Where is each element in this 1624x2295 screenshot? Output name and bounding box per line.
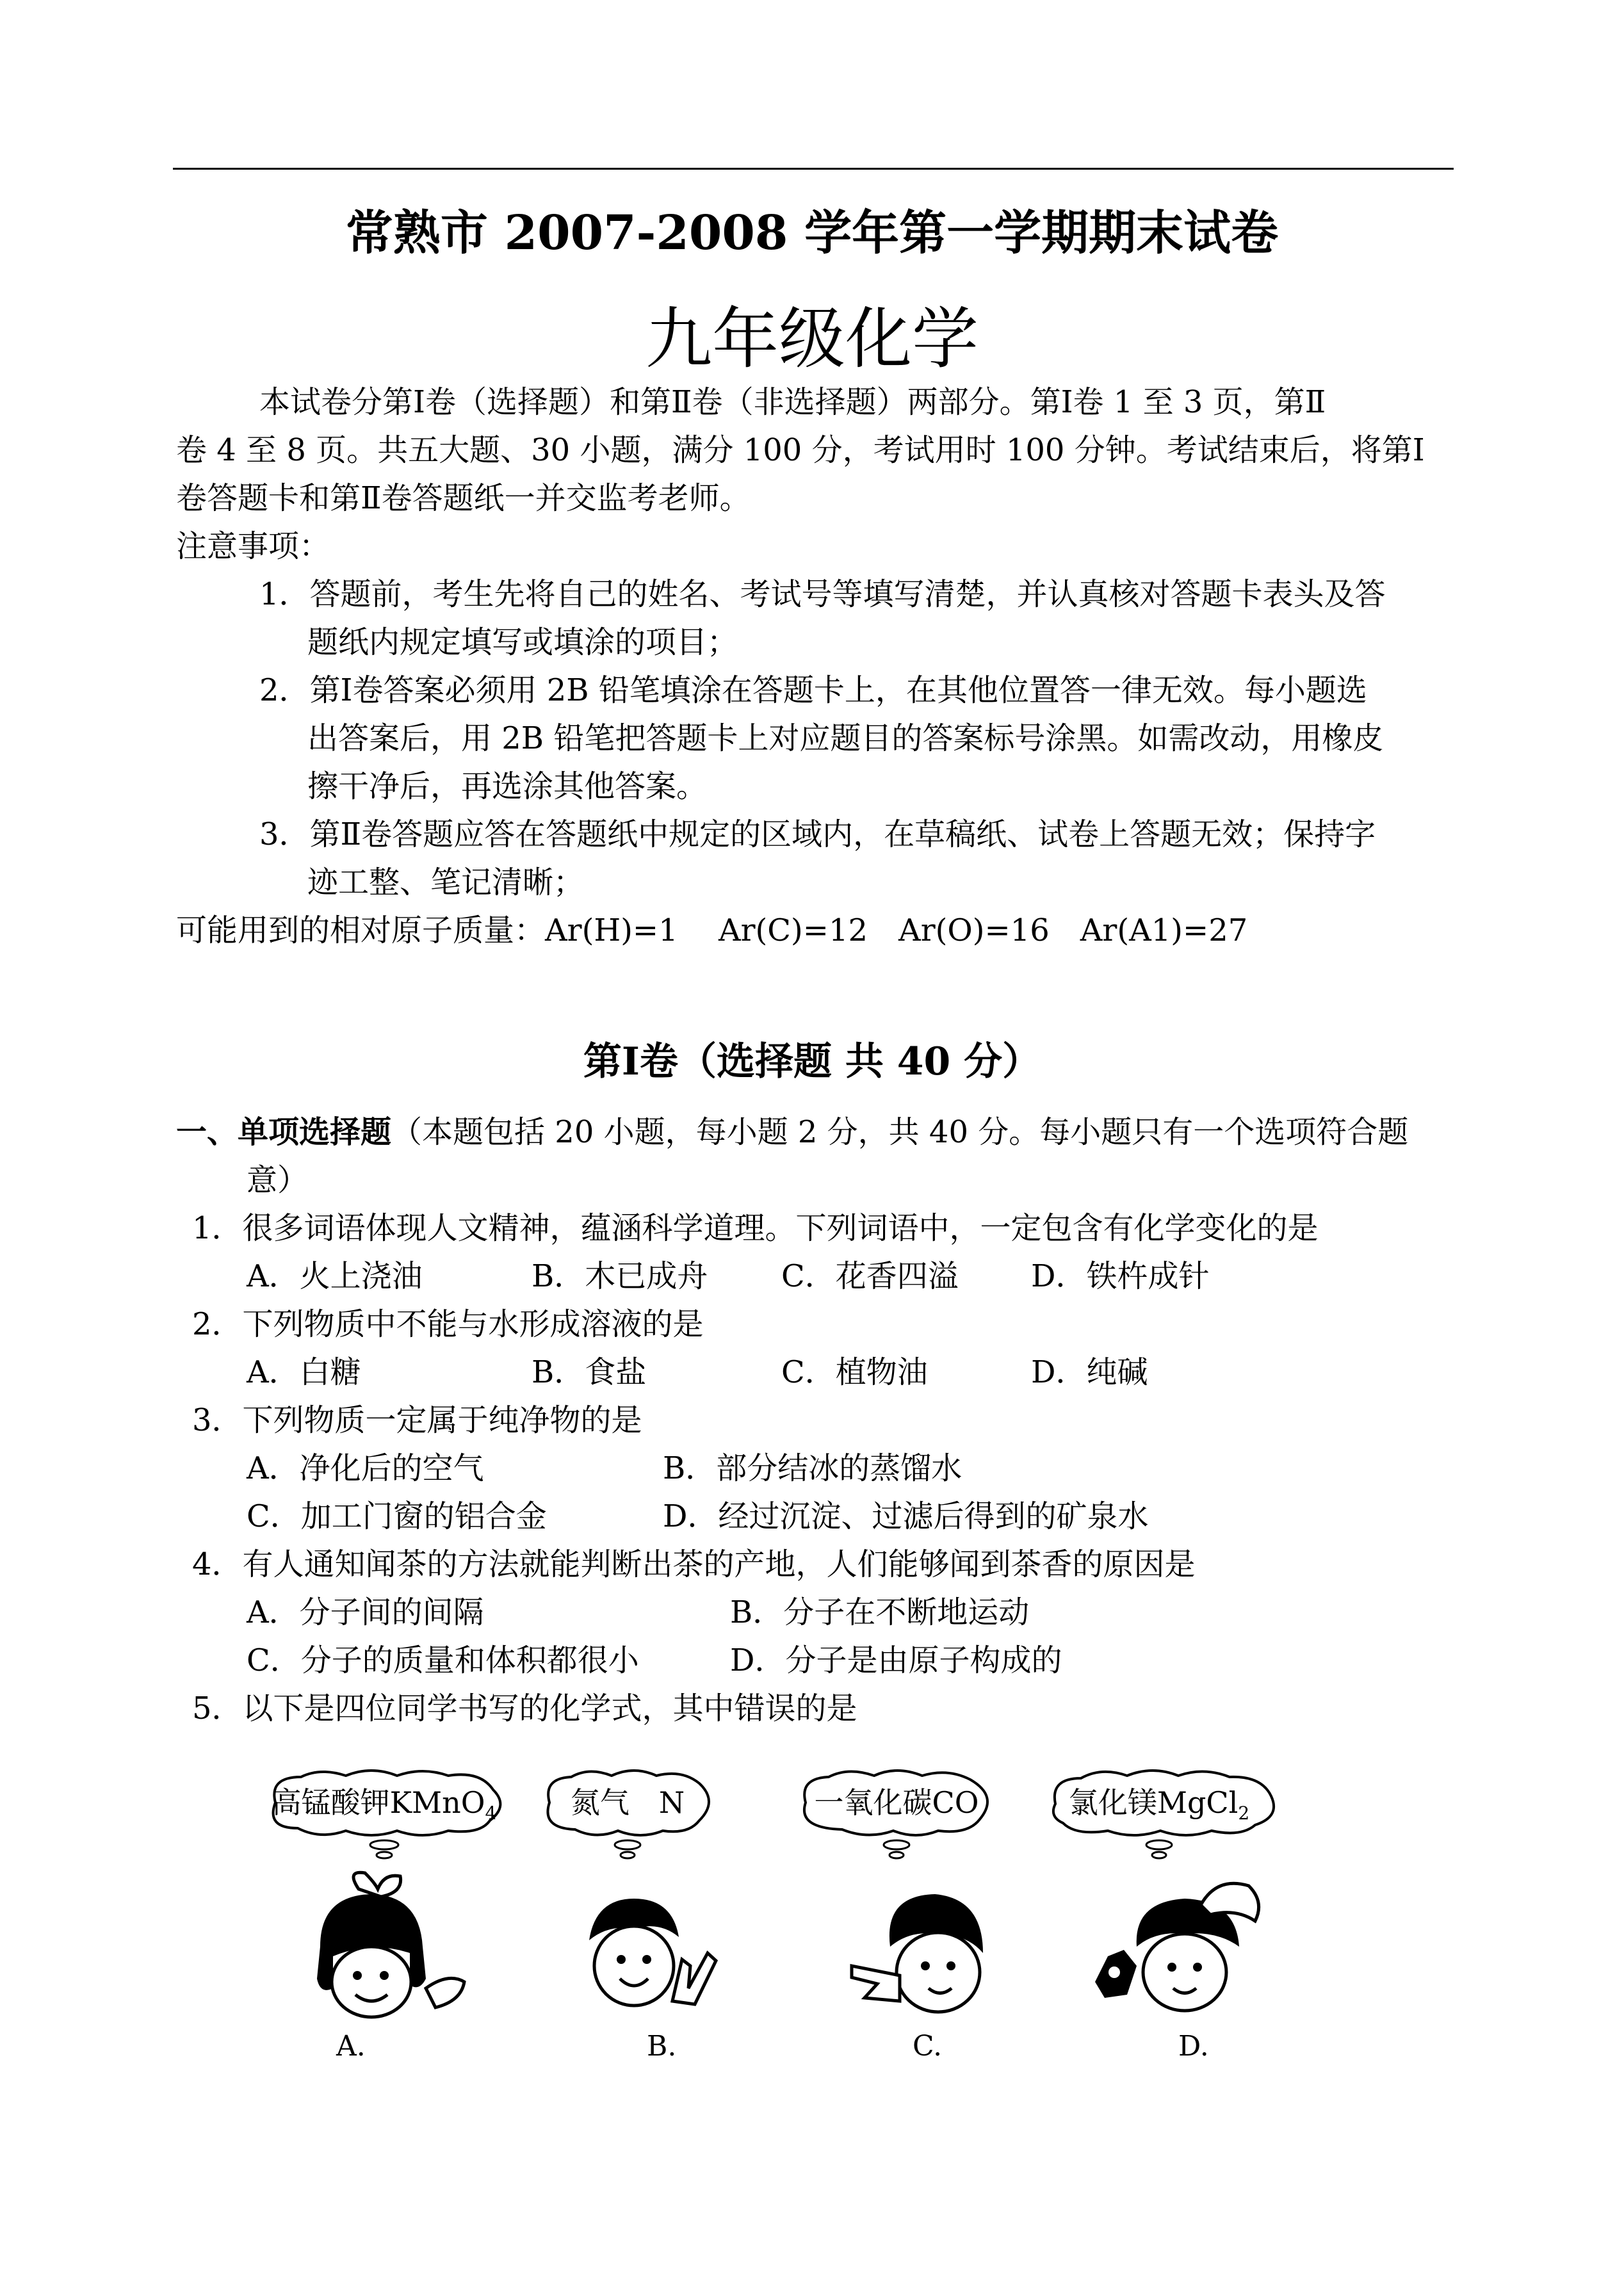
- question-2-option-d: D．纯碱: [1031, 1354, 1148, 1390]
- question-3-option-c: C．加工门窗的铝合金: [247, 1498, 547, 1534]
- question-3-stem: 3．下列物质一定属于纯净物的是: [192, 1402, 642, 1438]
- atomic-masses: 可能用到的相对原子质量：Ar(H)=1 Ar(C)=12 Ar(O)=16 Ar(A1)=27: [176, 912, 1248, 948]
- question-5-stem: 5．以下是四位同学书写的化学式，其中错误的是: [192, 1691, 857, 1726]
- question-3-option-d: D．经过沉淀、过滤后得到的矿泉水: [663, 1498, 1149, 1534]
- question-4-option-a: A．分子间的间隔: [247, 1594, 484, 1630]
- student-v-sign-icon: [564, 1870, 724, 2030]
- student-pointing-icon: [839, 1870, 1005, 2030]
- section-title: 第Ⅰ卷（选择题 共 40 分）: [583, 1039, 1041, 1084]
- bubble-b-text: 氮气 N: [570, 1785, 685, 1820]
- thought-bubble-c: [788, 1764, 1005, 1860]
- intro-line-1: 本试卷分第Ⅰ卷（选择题）和第Ⅱ卷（非选择题）两部分。第Ⅰ卷 1 至 3 页，第Ⅱ: [259, 384, 1326, 420]
- figure-label-b: B.: [647, 2030, 677, 2063]
- question-1-stem: 1．很多词语体现人文精神，蕴涵科学道理。下列词语中，一定包含有化学变化的是: [192, 1210, 1319, 1246]
- exam-title: 常熟市 2007-2008 学年第一学期期末试卷: [345, 206, 1279, 261]
- question-1-option-c: C．花香四溢: [781, 1258, 959, 1294]
- thought-bubble-b: [532, 1764, 724, 1860]
- question-1-option-b: B．木已成舟: [532, 1258, 708, 1294]
- cartoon-student-d: [1089, 1870, 1281, 2030]
- question-2-option-a: A．白糖: [247, 1354, 361, 1390]
- question-4-option-d: D．分子是由原子构成的: [730, 1642, 1062, 1678]
- cartoon-student-b: [564, 1870, 724, 2030]
- question-2-stem: 2．下列物质中不能与水形成溶液的是: [192, 1306, 704, 1342]
- figure-label-c: C.: [913, 2030, 943, 2063]
- thought-bubble-d: [1037, 1764, 1281, 1860]
- student-with-bow-icon: [282, 1870, 474, 2030]
- question-4-option-b: B．分子在不断地运动: [730, 1594, 1030, 1630]
- part-description: （本题包括 20 小题，每小题 2 分，共 40 分。每小题只有一个选项符合题: [391, 1114, 1409, 1150]
- note-1-line-2: 题纸内规定填写或填涂的项目；: [307, 624, 738, 660]
- question-3-option-a: A．净化后的空气: [247, 1450, 484, 1486]
- note-3-line-1: 3．第Ⅱ卷答题应答在答题纸中规定的区域内，在草稿纸、试卷上答题无效；保持字: [259, 816, 1376, 852]
- intro-line-2: 卷 4 至 8 页。共五大题、30 小题，满分 100 分，考试用时 100 分钟。考试结束后，将第Ⅰ: [176, 432, 1425, 468]
- part-description-cont: 意）: [247, 1162, 309, 1198]
- note-3-line-2: 迹工整、笔记清晰；: [307, 864, 585, 900]
- question-4-option-c: C．分子的质量和体积都很小: [247, 1642, 639, 1678]
- header-rule: [173, 168, 1454, 170]
- question-2-option-b: B．食盐: [532, 1354, 647, 1390]
- cartoon-student-c: [839, 1870, 1005, 2030]
- cartoon-student-a: [282, 1870, 474, 2030]
- note-2-line-2: 出答案后，用 2B 铅笔把答题卡上对应题目的答案标号涂黑。如需改动，用橡皮: [307, 720, 1384, 756]
- question-4-stem: 4．有人通知闻茶的方法就能判断出茶的产地，人们能够闻到茶香的原因是: [192, 1546, 1196, 1582]
- question-3-option-b: B．部分结冰的蒸馏水: [663, 1450, 962, 1486]
- question-1-option-d: D．铁杵成针: [1031, 1258, 1210, 1294]
- bubble-c-text: 一氧化碳CO: [814, 1785, 979, 1820]
- part-heading: [176, 1108, 1408, 1156]
- note-2-line-3: 擦干净后，再选涂其他答案。: [307, 768, 708, 804]
- intro-line-3: 卷答题卡和第Ⅱ卷答题纸一并交监考老师。: [176, 480, 751, 516]
- note-1-line-1: 1．答题前，考生先将自己的姓名、考试号等填写清楚，并认真核对答题卡表头及答: [259, 576, 1386, 612]
- student-with-cap-icon: [1089, 1870, 1281, 2030]
- thought-bubble-a: [256, 1764, 512, 1860]
- figure-label-a: A.: [336, 2030, 366, 2063]
- figure-label-d: D.: [1178, 2030, 1209, 2063]
- note-2-line-1: 2．第Ⅰ卷答案必须用 2B 铅笔填涂在答题卡上，在其他位置答一律无效。每小题选: [259, 672, 1367, 708]
- part-label: 一、单项选择题: [176, 1114, 392, 1150]
- question-2-option-c: C．植物油: [781, 1354, 928, 1390]
- notes-heading: 注意事项：: [176, 528, 330, 564]
- question-1-option-a: A．火上浇油: [247, 1258, 423, 1294]
- bubble-a-text: 高锰酸钾KMnO$_4$: [272, 1785, 497, 1824]
- bubble-d-text: 氯化镁MgCl$_2$: [1068, 1785, 1250, 1824]
- subject-title: 九年级化学: [645, 300, 978, 378]
